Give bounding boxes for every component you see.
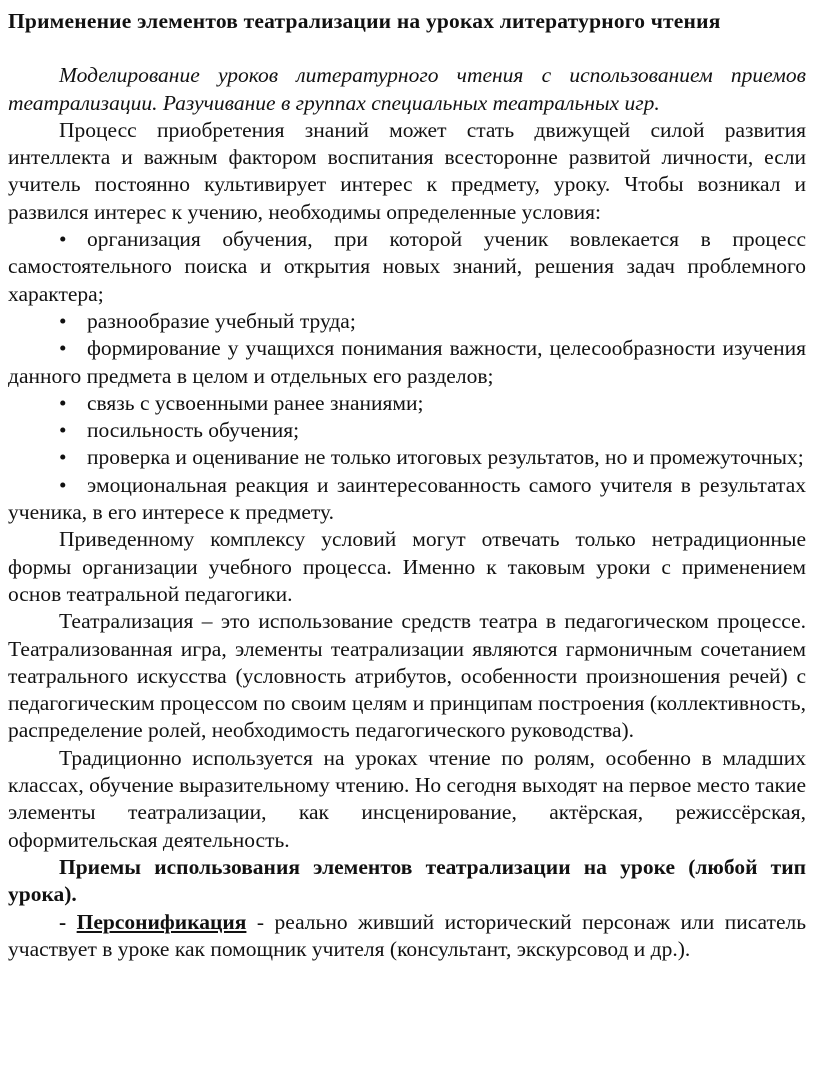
title-spacer — [8, 35, 806, 62]
bullet-icon: • — [59, 445, 67, 470]
bullet-icon: • — [59, 390, 67, 415]
list-item — [8, 308, 806, 335]
paragraph-nontraditional-forms: Приведенному комплексу условий могут отвечать только нетрадиционные формы организации учебного процесса. Именно к таковым уроки с применением основ театральной педагогики. — [8, 527, 806, 606]
paragraph-intro: Процесс приобретения знаний может стать движущей силой развития интеллекта и важным фактором воспитания всесторонне развитой личности, если учитель постоянно культивирует интерес к предмету, уроку. Чтобы возникал и развился интерес к учению, необходимы определенные условия: — [8, 117, 806, 224]
section-heading: Приемы использования элементов театрализации на уроке (любой тип урока). — [8, 854, 806, 907]
item-description: - реально живший исторический персонаж или писатель участвует в уроке как помощник учителя (консультант, экскурсовод и др.). — [8, 909, 807, 961]
document-title: Применение элементов театрализации на уроках литературного чтения — [8, 9, 721, 33]
document-subtitle: Моделирование уроков литературного чтения с использованием приемов театрализации. Разучивание в группах специальных театральных игр. — [8, 63, 806, 115]
bullet-icon: • — [59, 308, 67, 333]
list-item-text: посильность обучения; — [87, 418, 300, 443]
bullet-icon: • — [59, 418, 67, 443]
bullet-icon: • — [59, 227, 67, 252]
list-item — [8, 335, 806, 390]
technique-item — [8, 909, 806, 964]
list-item — [8, 472, 806, 527]
list-item-text: разнообразие учебный труда; — [87, 308, 356, 333]
list-item — [8, 417, 806, 444]
list-item-text: эмоциональная реакция и заинтересованность самого учителя в результатах ученика, в его интересе к предмету. — [8, 472, 806, 525]
list-item-text: связь с усвоенными ранее знаниями; — [87, 390, 424, 415]
list-item-text: организация обучения, при которой ученик вовлекается в процесс самостоятельного поиска и открытия новых знаний, решения задач проблемного характера; — [8, 227, 806, 306]
paragraph-traditional-use: Традиционно используется на уроках чтение по ролям, особенно в младших классах, обучение выразительному чтению. Но сегодня выходят на первое место такие элементы театрализации, как инсценирование, актёрская, режиссёрская, оформительская деятельность. — [8, 745, 806, 852]
item-term: Персонификация — [76, 909, 247, 934]
conditions-list — [8, 226, 806, 526]
bullet-icon: • — [59, 336, 67, 361]
list-item-text: формирование у учащихся понимания важности, целесообразности изучения данного предмета в целом и отдельных его разделов; — [8, 336, 806, 388]
list-item — [8, 444, 806, 471]
paragraph-theatrical-definition: Театрализация – это использование средств театра в педагогическом процессе. Театрализованная игра, элементы театрализации являются гармоничным сочетанием театрального искусства (условность атрибутов, особенности произношения речей) с педагогическим процессом по своим целям и принципам построения (коллективность, распределение ролей, необходимость педагогического руководства). — [8, 609, 806, 743]
bullet-icon: • — [59, 472, 67, 497]
list-item-text: проверка и оценивание не только итоговых результатов, но и промежуточных; — [87, 445, 804, 470]
list-item — [8, 390, 806, 417]
item-dash: - — [59, 909, 67, 934]
list-item — [8, 226, 806, 308]
